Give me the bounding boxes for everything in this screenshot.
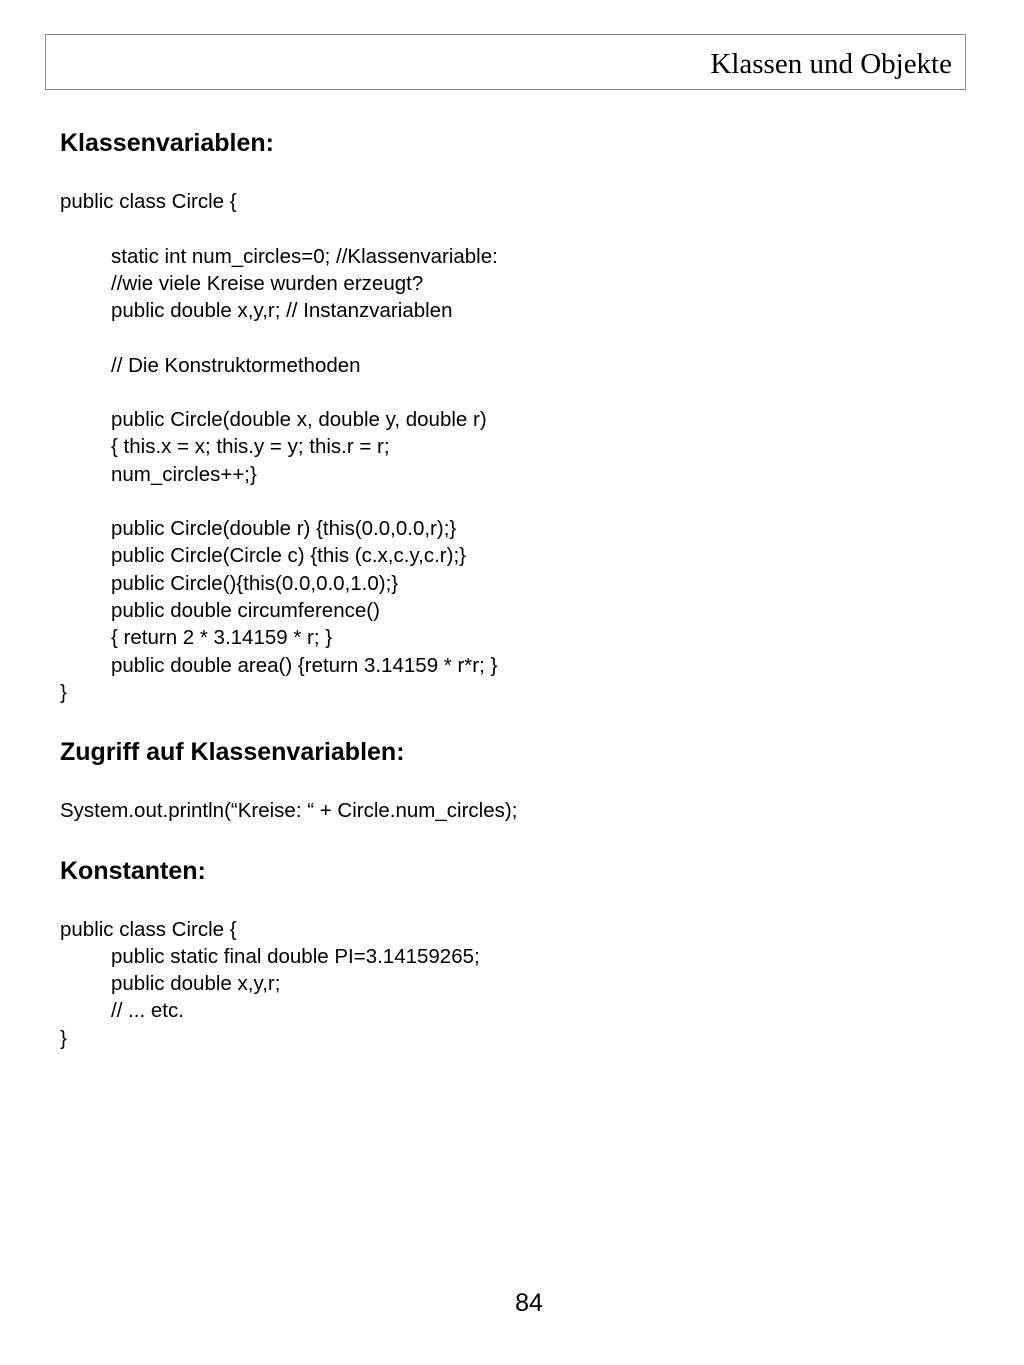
code-line: //wie viele Kreise wurden erzeugt? (111, 272, 424, 295)
section-heading-class-variables: Klassenvariablen: (60, 129, 274, 157)
code-line: public class Circle { (60, 918, 237, 941)
code-line: System.out.println(“Kreise: “ + Circle.num_circles); (60, 799, 518, 822)
page-number: 84 (515, 1289, 543, 1317)
code-line: { this.x = x; this.y = y; this.r = r; (111, 435, 390, 458)
section-heading-access: Zugriff auf Klassenvariablen: (60, 738, 405, 766)
code-line: public class Circle { (60, 190, 237, 213)
code-line: // ... etc. (111, 999, 184, 1022)
code-line: public Circle(double r) {this(0.0,0.0,r);} (111, 517, 457, 540)
section-heading-constants: Konstanten: (60, 857, 206, 885)
code-line: public Circle(){this(0.0,0.0,1.0);} (111, 572, 399, 595)
code-line: public double x,y,r; // Instanzvariablen (111, 299, 453, 322)
code-line: static int num_circles=0; //Klassenvariable: (111, 245, 498, 268)
code-line: } (60, 1027, 67, 1050)
code-line: num_circles++;} (111, 463, 257, 486)
code-line: // Die Konstruktormethoden (111, 354, 361, 377)
code-line: public double circumference() (111, 599, 380, 622)
code-line: { return 2 * 3.14159 * r; } (111, 626, 333, 649)
code-line: public Circle(double x, double y, double r) (111, 408, 487, 431)
code-line: public double area() {return 3.14159 * r*r; } (111, 654, 498, 677)
page-header (45, 34, 966, 90)
header-title: Klassen und Objekte (710, 48, 952, 80)
code-line: public static final double PI=3.14159265; (111, 945, 480, 968)
code-line: } (60, 681, 67, 704)
code-line: public double x,y,r; (111, 972, 281, 995)
code-line: public Circle(Circle c) {this (c.x,c.y,c.r);} (111, 544, 467, 567)
